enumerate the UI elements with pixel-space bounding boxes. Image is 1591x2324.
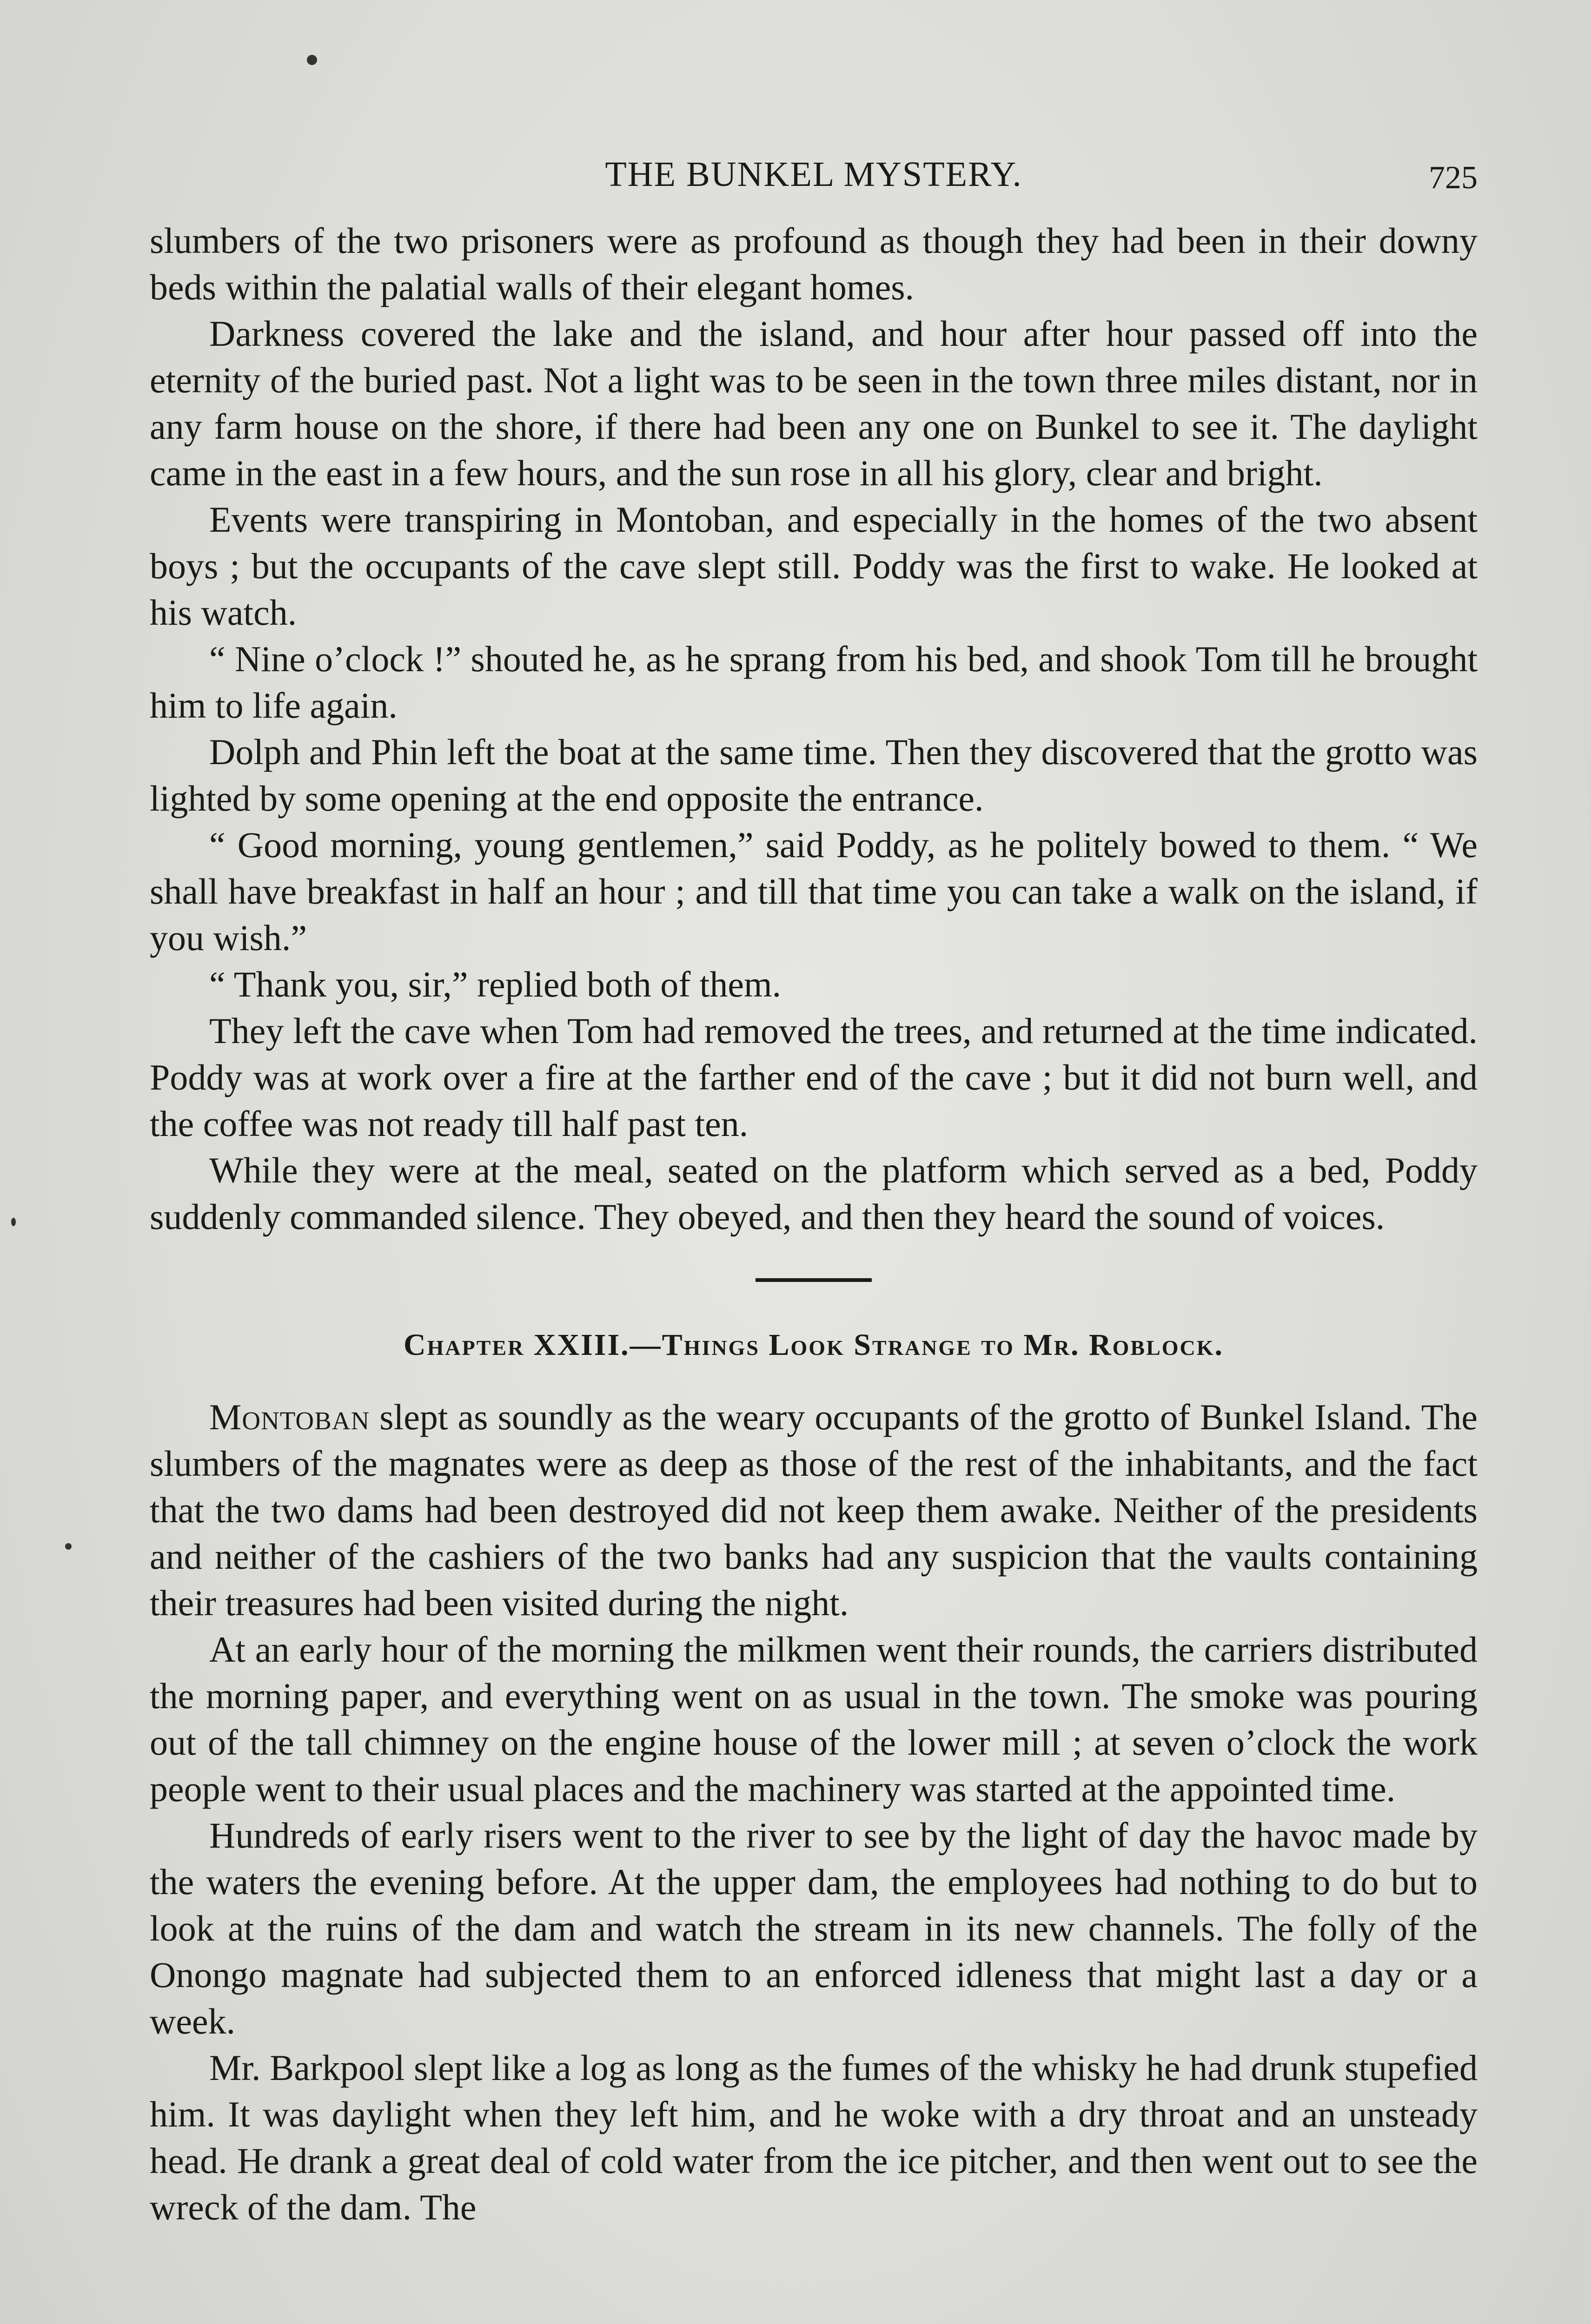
paragraph: Darkness covered the lake and the island, and hour after hour passed off into the eternity of the buried past. Not a light was to be seen in the town three miles distant, nor in any farm house on the shore, if there had been any one on Bunkel to see it. The daylight came in the east in a few hours, and the sun rose in all his glory, clear and bright. [150, 313, 1478, 493]
paragraph: They left the cave when Tom had removed the trees, and returned at the time indicated. Poddy was at work over a fire at the farther end of the cave ; but it did not burn well, and the coffee was not ready till half past ten. [150, 1010, 1478, 1144]
chapter-opening-text: slept as soundly as the weary occupants of the grotto of Bunkel Island. The slumbers of the magnates were as deep as those of the rest of the inhabitants, and the fact that the two dams had been destroyed did not keep them awake. Neither of the presidents and neither of the cashiers of the two banks had any suspicion that the vaults containing their treasures had been visited during the night. [150, 1397, 1478, 1623]
paragraph: While they were at the meal, seated on the platform which served as a bed, Poddy suddenly commanded silence. They obeyed, and then they heard the sound of voices. [150, 1150, 1478, 1237]
running-title: THE BUNKEL MYSTERY. [605, 155, 1022, 194]
section-divider [756, 1278, 872, 1282]
paragraph: Events were transpiring in Montoban, and especially in the homes of the two absent boys ; but the occupants of the cave slept still. Poddy was the first to wake. He looked at his watch. [150, 499, 1478, 633]
page-number: 725 [1429, 160, 1478, 196]
paragraph: Mr. Barkpool slept like a log as long as the fumes of the whisky he had drunk stupefied him. It was daylight when they left him, and he woke with a dry throat and an unsteady head. He drank a great deal of cold water from the ice pitcher, and then went out to see the wreck of the dam. The [150, 2047, 1478, 2227]
ink-speck [11, 1218, 16, 1226]
paragraph: “ Thank you, sir,” replied both of them. [209, 964, 782, 1004]
paragraph: “ Good morning, young gentlemen,” said Poddy, as he politely bowed to them. “ We shall have breakfast in half an hour ; and till that time you can take a walk on the island, if you wish.” [150, 825, 1478, 958]
paragraph: At an early hour of the morning the milkmen went their rounds, the carriers distributed the morning paper, and everything went on as usual in the town. The smoke was pouring out of the tall chimney on the engine house of the lower mill ; at seven o’clock the work people went to their usual places and the machinery was started at the appointed time. [150, 1629, 1478, 1809]
paragraph: slumbers of the two prisoners were as profound as though they had been in their downy beds within the palatial walls of their elegant homes. [150, 220, 1478, 307]
body-text [150, 218, 1478, 2231]
chapter-heading: Chapter XXIII.—Things Look Strange to Mr. Roblock. [403, 1328, 1224, 1362]
paragraph: “ Nine o’clock !” shouted he, as he sprang from his bed, and shook Tom till he brought him to life again. [150, 639, 1478, 726]
chapter-opening-paragraph [150, 1394, 1478, 1626]
paragraph: Dolph and Phin left the boat at the same time. Then they discovered that the grotto was lighted by some opening at the end opposite the entrance. [150, 732, 1478, 819]
ink-speck [307, 55, 317, 65]
paragraph: Hundreds of early risers went to the river to see by the light of day the havoc made by the waters the evening before. At the upper dam, the employees had nothing to do but to look at the ruins of the dam and watch the stream in its new channels. The folly of the Onongo magnate had subjected them to an enforced idleness that might last a day or a week. [150, 1815, 1478, 2041]
running-head [150, 151, 1478, 202]
chapter-lead-word: Montoban [209, 1397, 370, 1437]
ink-speck [65, 1543, 72, 1550]
